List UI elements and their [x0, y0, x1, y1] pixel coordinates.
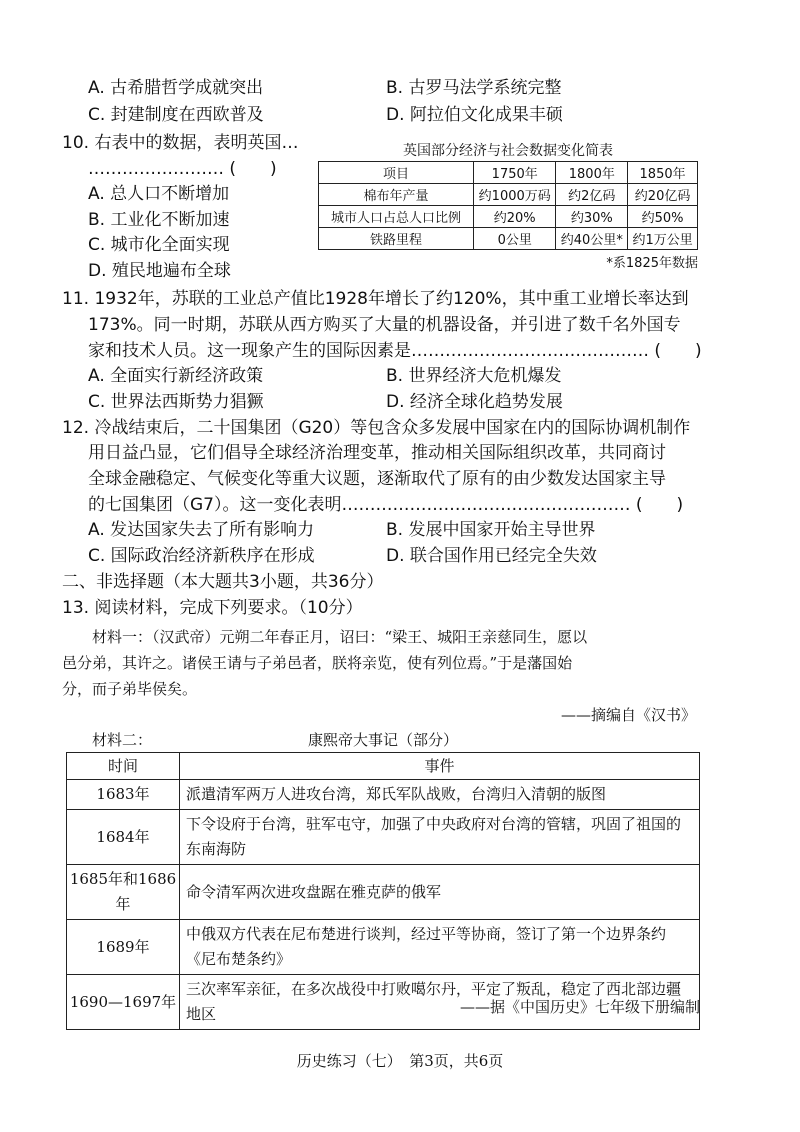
q11-line-2: 173%。同一时期，苏联从西方购买了大量的机器设备，并引进了数千名外国专	[88, 315, 681, 335]
q9-option-d: D. 阿拉伯文化成果丰硕	[386, 105, 563, 125]
table-header-cell: 时间	[67, 753, 180, 780]
q12-line-2: 用日益凸显，它们倡导全球经济治理变革，推动相关国际组织改革，共同商讨	[88, 443, 666, 463]
q12-option-b: B. 发展中国家开始主导世界	[386, 520, 596, 540]
table-cell-time: 1689年	[67, 920, 180, 975]
table-cell-event: 中俄双方代表在尼布楚进行谈判，经过平等协商，签订了第一个边界条约《尼布楚条约》	[180, 920, 700, 975]
q13-stem: 13. 阅读材料，完成下列要求。（10分）	[62, 598, 363, 618]
material-1-line-3: 分，而子弟毕侯矣。	[62, 680, 198, 698]
table-row	[67, 810, 700, 865]
material-1-line-2: 邑分弟，其许之。诸侯王请与子弟邑者，朕将亲览，使有列位焉。”于是藩国始	[62, 654, 573, 672]
table-header-cell: 1750年	[474, 162, 556, 184]
q12-option-d: D. 联合国作用已经完全失效	[386, 546, 597, 566]
q11-option-c: C. 世界法西斯势力猖獗	[88, 392, 264, 412]
table-cell: 棉布年产量	[319, 184, 474, 206]
q10-stem: 10. 右表中的数据，表明英国…	[62, 133, 299, 153]
table-cell: 约30%	[556, 206, 628, 228]
table-cell: 约50%	[628, 206, 698, 228]
table-cell: 约20亿码	[628, 184, 698, 206]
table-row	[319, 206, 698, 228]
q11-option-d: D. 经济全球化趋势发展	[386, 392, 563, 412]
table-cell-event: 命令清军两次进攻盘踞在雅克萨的俄军	[180, 865, 700, 920]
table-cell: 约40公里*	[556, 228, 628, 250]
q10-option-b: B. 工业化不断加速	[88, 210, 230, 230]
section-heading: 二、非选择题（本大题共3小题，共36分）	[62, 572, 384, 592]
table-row	[67, 920, 700, 975]
table-cell: 约1000万码	[474, 184, 556, 206]
table-cell-time: 1683年	[67, 780, 180, 810]
q9-option-b: B. 古罗马法学系统完整	[386, 78, 562, 98]
table-row	[319, 228, 698, 250]
table-header-cell: 1800年	[556, 162, 628, 184]
q10-option-a: A. 总人口不断增加	[88, 184, 230, 204]
table-cell: 铁路里程	[319, 228, 474, 250]
table-row	[67, 780, 700, 810]
table-footnote: *系1825年数据	[606, 256, 698, 271]
table-header-cell: 项目	[319, 162, 474, 184]
q11-line-1: 11. 1932年，苏联的工业总产值比1928年增长了约120%，其中重工业增长率达到	[62, 289, 689, 309]
table-cell: 城市人口占总人口比例	[319, 206, 474, 228]
q9-option-a: A. 古希腊哲学成就突出	[88, 78, 264, 98]
q12-line-4: 的七国集团（G7）。这一变化表明…………………………………………… ( )	[88, 495, 684, 515]
kangxi-events-table	[66, 752, 700, 1030]
table-header-cell: 1850年	[628, 162, 698, 184]
table-cell-event: 派遣清军两万人进攻台湾，郑氏军队战败，台湾归入清朝的版图	[180, 780, 700, 810]
q9-option-c: C. 封建制度在西欧普及	[88, 105, 264, 125]
table-cell-event: 三次率军亲征，在多次战役中打败噶尔丹，平定了叛乱，稳定了西北部边疆地区	[180, 975, 700, 1030]
table-cell: 0公里	[474, 228, 556, 250]
table-row	[67, 865, 700, 920]
table-cell: 约1万公里	[628, 228, 698, 250]
q11-option-b: B. 世界经济大危机爆发	[386, 366, 562, 386]
table-header-cell: 事件	[180, 753, 700, 780]
q12-option-a: A. 发达国家失去了所有影响力	[88, 520, 315, 540]
table-row	[319, 184, 698, 206]
table-cell-time: 1685年和1686年	[67, 865, 180, 920]
material-2-source: ——据《中国历史》七年级下册编制	[459, 998, 700, 1016]
table-cell: 约20%	[474, 206, 556, 228]
table-cell-time: 1690—1697年	[67, 975, 180, 1030]
kangxi-table-title: 康熙帝大事记（部分）	[307, 731, 458, 749]
material-1-line-1: 材料一：（汉武帝）元朔二年春正月，诏曰：“梁王、城阳王亲慈同生，愿以	[92, 628, 588, 646]
table-header-row	[319, 162, 698, 184]
material-2-label: 材料二：	[92, 731, 153, 749]
table-cell: 约2亿码	[556, 184, 628, 206]
economy-table-title: 英国部分经济与社会数据变化简表	[403, 143, 613, 159]
table-cell-event: 下令设府于台湾，驻军屯守，加强了中央政府对台湾的管辖，巩固了祖国的东南海防	[180, 810, 700, 865]
table-header-row	[67, 753, 700, 780]
page-footer: 历史练习（七） 第3页，共6页	[296, 1052, 504, 1070]
table-cell-time: 1684年	[67, 810, 180, 865]
q11-option-a: A. 全面实行新经济政策	[88, 366, 264, 386]
q12-line-3: 全球金融稳定、气候变化等重大议题，逐渐取代了原有的由少数发达国家主导	[88, 469, 666, 489]
q10-option-c: C. 城市化全面实现	[88, 235, 230, 255]
q10-stem-dots: …………………… ( )	[88, 159, 277, 179]
q10-option-d: D. 殖民地遍布全球	[88, 261, 231, 281]
q11-line-3: 家和技术人员。这一现象产生的国际因素是…………………………………… ( )	[88, 341, 702, 361]
material-1-source: ——摘编自《汉书》	[560, 706, 696, 724]
q12-option-c: C. 国际政治经济新秩序在形成	[88, 546, 315, 566]
economy-table	[318, 161, 698, 250]
q12-line-1: 12. 冷战结束后，二十国集团（G20）等包含众多发展中国家在内的国际协调机制作	[62, 418, 691, 438]
